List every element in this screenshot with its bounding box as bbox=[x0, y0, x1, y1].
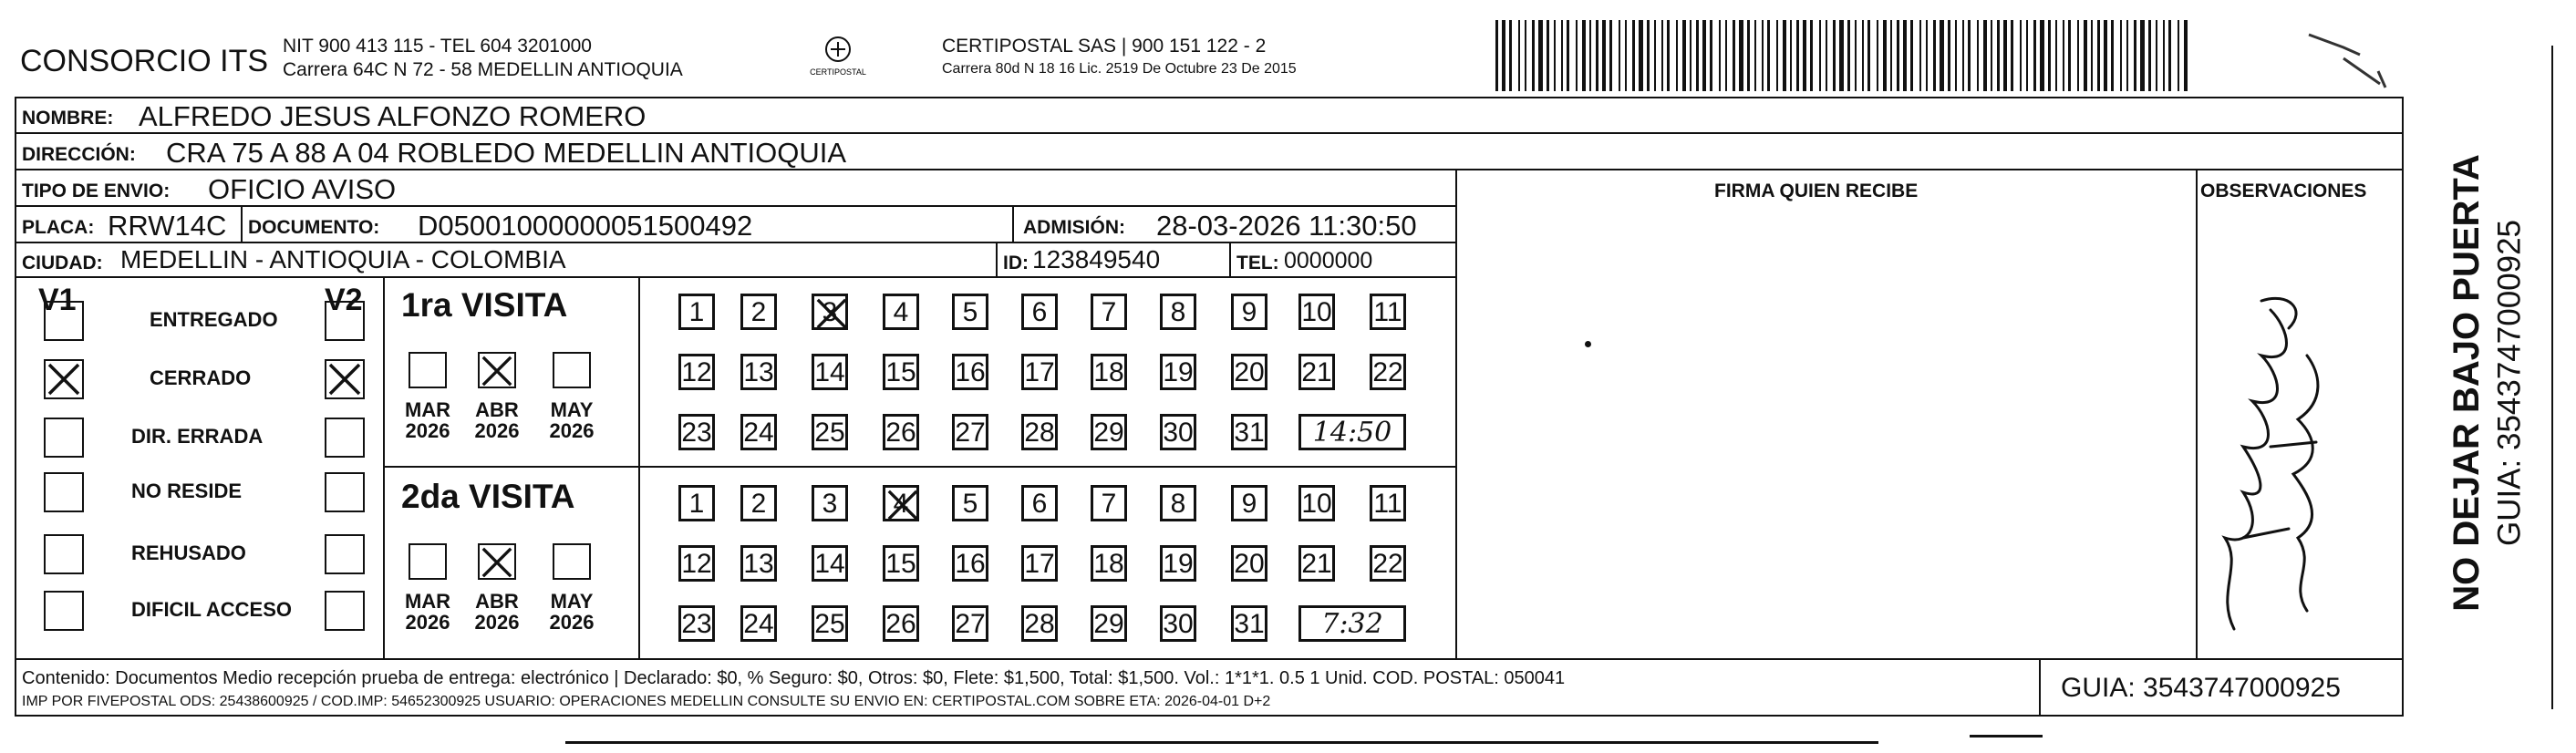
visit-2-day-4[interactable]: 4 bbox=[883, 485, 919, 521]
barcode-bar bbox=[1733, 20, 1735, 91]
v1-checkbox-5[interactable] bbox=[44, 591, 84, 631]
visit-1-day-25[interactable]: 25 bbox=[812, 414, 848, 450]
barcode-bar bbox=[2140, 20, 2145, 91]
operator-line: CERTIPOSTAL SAS | 900 151 122 - 2 bbox=[942, 36, 1267, 57]
barcode-bar bbox=[1919, 20, 1921, 91]
barcode-bar bbox=[1826, 20, 1827, 91]
barcode-bar bbox=[1940, 20, 1944, 91]
admission-value: 28-03-2026 11:30:50 bbox=[1156, 210, 1417, 242]
barcode-bar bbox=[1495, 20, 1498, 91]
visit-2-day-19[interactable]: 19 bbox=[1160, 545, 1196, 582]
barcode-bar bbox=[1767, 20, 1770, 91]
barcode-bar bbox=[1667, 20, 1670, 91]
barcode-bar bbox=[1997, 20, 2000, 91]
barcode-bar bbox=[1567, 20, 1569, 91]
visit-1-month-label-may: MAY 2026 bbox=[549, 398, 595, 443]
barcode-bar bbox=[1719, 20, 1721, 91]
address-label: DIRECCIÓN: bbox=[22, 144, 136, 165]
visit-2-day-29[interactable]: 29 bbox=[1091, 605, 1127, 642]
barcode-bar bbox=[1819, 20, 1821, 91]
barcode-bar bbox=[1948, 20, 1950, 91]
barcode-bar bbox=[1632, 20, 1635, 91]
visit-2-day-31[interactable]: 31 bbox=[1231, 605, 1267, 642]
city-label: CIUDAD: bbox=[22, 253, 103, 273]
visit-1-day-18[interactable]: 18 bbox=[1091, 354, 1127, 390]
content-line: Contenido: Documentos Medio recepción prueba de entrega: electrónico | Declarado: $0, % Seguro: $0, Otros: $0, Flete: $1,500, Total: $1,500. Vol.: 1*1*1. 0.5 1 Unid. COD. POSTAL: 050041 bbox=[22, 668, 1566, 688]
barcode-bar bbox=[1532, 20, 1535, 91]
visit-2-day-12[interactable]: 12 bbox=[678, 545, 715, 582]
visit-1-day-7[interactable]: 7 bbox=[1091, 294, 1127, 330]
barcode-bar bbox=[1589, 20, 1591, 91]
visit-2-day-25[interactable]: 25 bbox=[812, 605, 848, 642]
visit-2-month-label-may: MAY 2026 bbox=[549, 590, 595, 634]
barcode bbox=[1495, 20, 2193, 91]
barcode-bar bbox=[2134, 20, 2136, 91]
barcode-bar bbox=[2120, 20, 2122, 91]
barcode-bar bbox=[2003, 20, 2007, 91]
visit-1-day-1[interactable]: 1 bbox=[678, 294, 715, 330]
document-label: DOCUMENTO: bbox=[248, 217, 380, 238]
visit-2-day-13[interactable]: 13 bbox=[740, 545, 777, 582]
tel-label: TEL: bbox=[1236, 253, 1279, 273]
visit-2-day-11[interactable]: 11 bbox=[1370, 485, 1406, 521]
barcode-bar bbox=[2184, 20, 2188, 91]
visit-2-day-2[interactable]: 2 bbox=[740, 485, 777, 521]
visit-2-day-23[interactable]: 23 bbox=[678, 605, 715, 642]
v1-checkbox-1[interactable] bbox=[44, 359, 84, 399]
visit-2-day-6[interactable]: 6 bbox=[1021, 485, 1058, 521]
barcode-bar bbox=[1602, 20, 1606, 91]
barcode-bar bbox=[1890, 20, 1892, 91]
visit-1-day-23[interactable]: 23 bbox=[678, 414, 715, 450]
barcode-bar bbox=[2020, 20, 2022, 91]
visit-1-day-30[interactable]: 30 bbox=[1160, 414, 1196, 450]
visit-2-day-14[interactable]: 14 bbox=[812, 545, 848, 582]
visit-1-day-31[interactable]: 31 bbox=[1231, 414, 1267, 450]
visit-1-title: 1ra VISITA bbox=[401, 286, 568, 324]
visit-2-title: 2da VISITA bbox=[401, 478, 575, 515]
barcode-bar bbox=[2068, 20, 2071, 91]
barcode-bar bbox=[1647, 20, 1650, 91]
visit-1-day-10[interactable]: 10 bbox=[1298, 294, 1335, 330]
barcode-bar bbox=[1625, 20, 1627, 91]
visit-2-day-7[interactable]: 7 bbox=[1091, 485, 1127, 521]
side-warning: NO DEJAR BAJO PUERTA bbox=[2447, 154, 2487, 612]
barcode-bar bbox=[1596, 20, 1598, 91]
barcode-bar bbox=[2026, 20, 2028, 91]
barcode-bar bbox=[1867, 20, 1870, 91]
x-mark-icon bbox=[480, 545, 514, 580]
document-value: D05001000000051500492 bbox=[418, 210, 753, 242]
shipping-type: OFICIO AVISO bbox=[208, 173, 397, 205]
visit-1-day-24[interactable]: 24 bbox=[740, 414, 777, 450]
visit-1-day-14[interactable]: 14 bbox=[812, 354, 848, 390]
barcode-bar bbox=[1783, 20, 1786, 91]
v2-checkbox-1[interactable] bbox=[325, 359, 365, 399]
company-address: Carrera 64C N 72 - 58 MEDELLIN ANTIOQUIA bbox=[283, 59, 683, 80]
visit-2-day-28[interactable]: 28 bbox=[1021, 605, 1058, 642]
certipostal-logo bbox=[806, 33, 870, 82]
barcode-bar bbox=[1538, 20, 1543, 91]
shipping-type-label: TIPO DE ENVIO: bbox=[22, 181, 171, 201]
barcode-bar bbox=[1933, 20, 1936, 91]
barcode-bar bbox=[2156, 20, 2157, 91]
visit-2-day-22[interactable]: 22 bbox=[1370, 545, 1406, 582]
visit-2-month-label-mar: MAR 2026 bbox=[404, 590, 451, 634]
visit-1-day-8[interactable]: 8 bbox=[1160, 294, 1196, 330]
barcode-bar bbox=[1796, 20, 1799, 91]
barcode-bar bbox=[1702, 20, 1706, 91]
visit-1-day-20[interactable]: 20 bbox=[1231, 354, 1267, 390]
visit-1-day-29[interactable]: 29 bbox=[1091, 414, 1127, 450]
visit-1-day-6[interactable]: 6 bbox=[1021, 294, 1058, 330]
barcode-bar bbox=[1897, 20, 1899, 91]
tel-value: 0000000 bbox=[1284, 248, 1373, 273]
barcode-bar bbox=[1639, 20, 1643, 91]
logo-text: CERTIPOSTAL bbox=[810, 67, 866, 77]
visit-2-month-checkbox-abr[interactable] bbox=[478, 543, 516, 580]
side-guide: GUIA: 3543747000925 bbox=[2491, 219, 2528, 547]
barcode-bar bbox=[1747, 20, 1750, 91]
visit-1-day-26[interactable]: 26 bbox=[883, 414, 919, 450]
v2-checkbox-5[interactable] bbox=[325, 591, 365, 631]
visit-2-day-1[interactable]: 1 bbox=[678, 485, 715, 521]
city-value: MEDELLIN - ANTIOQUIA - COLOMBIA bbox=[120, 245, 566, 273]
barcode-bar bbox=[1582, 20, 1586, 91]
name-label: NOMBRE: bbox=[22, 108, 114, 129]
barcode-bar bbox=[1661, 20, 1663, 91]
visit-2-month-label-abr: ABR 2026 bbox=[474, 590, 520, 634]
visit-1-day-2[interactable]: 2 bbox=[740, 294, 777, 330]
barcode-bar bbox=[1862, 20, 1864, 91]
barcode-bar bbox=[1710, 20, 1712, 91]
barcode-bar bbox=[2097, 20, 2100, 91]
visit-1-month-checkbox-abr[interactable] bbox=[478, 352, 516, 388]
visit-1-day-13[interactable]: 13 bbox=[740, 354, 777, 390]
barcode-bar bbox=[1561, 20, 1563, 91]
barcode-bar bbox=[2055, 20, 2057, 91]
visit-2-day-3[interactable]: 3 bbox=[812, 485, 848, 521]
recipient-address: CRA 75 A 88 A 04 ROBLEDO MEDELLIN ANTIOQUIA bbox=[166, 137, 847, 169]
barcode-bar bbox=[1754, 20, 1756, 91]
barcode-bar bbox=[1725, 20, 1727, 91]
visit-2-day-10[interactable]: 10 bbox=[1298, 485, 1335, 521]
visit-2-day-30[interactable]: 30 bbox=[1160, 605, 1196, 642]
barcode-bar bbox=[1883, 20, 1887, 91]
visit-1-day-27[interactable]: 27 bbox=[952, 414, 988, 450]
barcode-bar bbox=[1877, 20, 1878, 91]
imp-line: IMP POR FIVEPOSTAL ODS: 25438600925 / COD.IMP: 54652300925 USUARIO: OPERACIONES MEDELLIN CONSULTE SU ENVIO EN: CERTIPOSTAL.COM SOBRE ETA: 2026-04-01 D+2 bbox=[22, 694, 1271, 709]
barcode-bar bbox=[1609, 20, 1612, 91]
v1-checkbox-2[interactable] bbox=[44, 418, 84, 458]
barcode-bar bbox=[2040, 20, 2044, 91]
barcode-bar bbox=[1682, 20, 1686, 91]
barcode-bar bbox=[1554, 20, 1556, 91]
visit-1-month-label-abr: ABR 2026 bbox=[474, 398, 520, 443]
visit-1-day-12[interactable]: 12 bbox=[678, 354, 715, 390]
visit-1-day-5[interactable]: 5 bbox=[952, 294, 988, 330]
visit-2-day-8[interactable]: 8 bbox=[1160, 485, 1196, 521]
barcode-bar bbox=[1833, 20, 1836, 91]
barcode-bar bbox=[1547, 20, 1549, 91]
status-label-4: REHUSADO bbox=[131, 542, 246, 564]
visit-1-day-4[interactable]: 4 bbox=[883, 294, 919, 330]
corner-mark bbox=[2307, 31, 2389, 97]
barcode-bar bbox=[1991, 20, 1992, 91]
barcode-bar bbox=[2104, 20, 2107, 91]
status-label-0: ENTREGADO bbox=[150, 308, 278, 331]
visit-2-day-9[interactable]: 9 bbox=[1231, 485, 1267, 521]
id-value: 123849540 bbox=[1032, 245, 1161, 273]
barcode-bar bbox=[1903, 20, 1907, 91]
barcode-bar bbox=[1983, 20, 1987, 91]
visit-1-month-checkbox-mar[interactable] bbox=[409, 352, 447, 388]
visit-1-day-22[interactable]: 22 bbox=[1370, 354, 1406, 390]
barcode-bar bbox=[1977, 20, 1979, 91]
visit-1-day-17[interactable]: 17 bbox=[1021, 354, 1058, 390]
visit-2-day-5[interactable]: 5 bbox=[952, 485, 988, 521]
v1-checkbox-3[interactable] bbox=[44, 472, 84, 512]
barcode-bar bbox=[1790, 20, 1792, 91]
x-mark-icon bbox=[326, 361, 363, 397]
barcode-bar bbox=[2084, 20, 2087, 91]
barcode-bar bbox=[2111, 20, 2114, 91]
barcode-bar bbox=[1776, 20, 1778, 91]
visit-2-day-27[interactable]: 27 bbox=[952, 605, 988, 642]
id-label: ID: bbox=[1003, 253, 1029, 273]
admission-label: ADMISIÓN: bbox=[1023, 217, 1125, 238]
v2-checkbox-3[interactable] bbox=[325, 472, 365, 512]
visit-2-day-21[interactable]: 21 bbox=[1298, 545, 1335, 582]
barcode-bar bbox=[1968, 20, 1971, 91]
barcode-bar bbox=[1619, 20, 1620, 91]
visit-1-day-16[interactable]: 16 bbox=[952, 354, 988, 390]
plate-label: PLACA: bbox=[22, 217, 95, 238]
barcode-bar bbox=[1762, 20, 1764, 91]
status-label-2: DIR. ERRADA bbox=[131, 425, 264, 448]
barcode-bar bbox=[2091, 20, 2093, 91]
status-label-1: CERRADO bbox=[150, 366, 252, 389]
footer-guide: GUIA: 3543747000925 bbox=[2061, 673, 2341, 703]
barcode-bar bbox=[2063, 20, 2064, 91]
barcode-bar bbox=[2011, 20, 2013, 91]
visit-2-day-16[interactable]: 16 bbox=[952, 545, 988, 582]
visit-1-day-15[interactable]: 15 bbox=[883, 354, 919, 390]
visit-2-month-checkbox-mar[interactable] bbox=[409, 543, 447, 580]
barcode-bar bbox=[1910, 20, 1913, 91]
visit-2-day-26[interactable]: 26 bbox=[883, 605, 919, 642]
status-label-3: NO RESIDE bbox=[131, 480, 243, 502]
barcode-bar bbox=[1676, 20, 1678, 91]
visit-2-day-24[interactable]: 24 bbox=[740, 605, 777, 642]
barcode-bar bbox=[1525, 20, 1526, 91]
v2-checkbox-2[interactable] bbox=[325, 418, 365, 458]
barcode-bar bbox=[1955, 20, 1957, 91]
barcode-bar bbox=[2163, 20, 2165, 91]
barcode-bar bbox=[1509, 20, 1512, 91]
barcode-bar bbox=[1654, 20, 1656, 91]
barcode-bar bbox=[1839, 20, 1844, 91]
barcode-bar bbox=[1810, 20, 1813, 91]
visit-1-day-21[interactable]: 21 bbox=[1298, 354, 1335, 390]
barcode-bar bbox=[1855, 20, 1857, 91]
recipient-name: ALFREDO JESUS ALFONZO ROMERO bbox=[139, 100, 647, 132]
barcode-bar bbox=[1847, 20, 1850, 91]
company-nit: NIT 900 413 115 - TEL 604 3201000 bbox=[283, 36, 592, 57]
barcode-bar bbox=[1576, 20, 1578, 91]
visit-1-month-checkbox-may[interactable] bbox=[553, 352, 591, 388]
v1-checkbox-0[interactable] bbox=[44, 301, 84, 341]
barcode-bar bbox=[2178, 20, 2179, 91]
barcode-bar bbox=[1926, 20, 1928, 91]
barcode-bar bbox=[2148, 20, 2151, 91]
visit-1-day-19[interactable]: 19 bbox=[1160, 354, 1196, 390]
right-frame-line bbox=[2551, 46, 2553, 709]
visit-2-day-15[interactable]: 15 bbox=[883, 545, 919, 582]
v2-checkbox-4[interactable] bbox=[325, 534, 365, 574]
visit-1-time[interactable]: 14:50 bbox=[1298, 414, 1406, 450]
visit-2-day-17[interactable]: 17 bbox=[1021, 545, 1058, 582]
bottom-line bbox=[565, 741, 1878, 744]
visit-2-time[interactable]: 7:32 bbox=[1298, 605, 1406, 642]
visit-1-day-9[interactable]: 9 bbox=[1231, 294, 1267, 330]
barcode-bar bbox=[1502, 20, 1505, 91]
v1-header: V1 bbox=[38, 283, 77, 317]
barcode-bar bbox=[1739, 20, 1743, 91]
visit-1-day-3[interactable]: 3 bbox=[812, 294, 848, 330]
visit-2-day-20[interactable]: 20 bbox=[1231, 545, 1267, 582]
barcode-bar bbox=[2048, 20, 2051, 91]
barcode-bar bbox=[2033, 20, 2036, 91]
signature-dot bbox=[1585, 341, 1591, 347]
signature-header: FIRMA QUIEN RECIBE bbox=[1714, 181, 1919, 201]
visit-1-month-label-mar: MAR 2026 bbox=[404, 398, 451, 443]
barcode-bar bbox=[1690, 20, 1691, 91]
status-label-5: DIFICIL ACCESO bbox=[131, 598, 293, 621]
barcode-bar bbox=[1518, 20, 1520, 91]
barcode-bar bbox=[2077, 20, 2079, 91]
x-mark-icon bbox=[885, 488, 920, 522]
barcode-bar bbox=[2168, 20, 2171, 91]
plate-value: RRW14C bbox=[108, 210, 227, 242]
license-line: Carrera 80d N 18 16 Lic. 2519 De Octubre 23 De 2015 bbox=[942, 61, 1297, 77]
barcode-bar bbox=[2126, 20, 2128, 91]
v1-checkbox-4[interactable] bbox=[44, 534, 84, 574]
visit-1-day-11[interactable]: 11 bbox=[1370, 294, 1406, 330]
x-mark-icon bbox=[480, 354, 514, 388]
v2-header: V2 bbox=[325, 283, 363, 317]
barcode-bar bbox=[1962, 20, 1964, 91]
company-name: CONSORCIO ITS bbox=[20, 44, 269, 78]
visit-2-month-checkbox-may[interactable] bbox=[553, 543, 591, 580]
v2-checkbox-0[interactable] bbox=[325, 301, 365, 341]
x-mark-icon bbox=[814, 296, 849, 331]
handwritten-observation bbox=[2207, 264, 2353, 647]
barcode-bar bbox=[1803, 20, 1806, 91]
visit-2-day-18[interactable]: 18 bbox=[1091, 545, 1127, 582]
barcode-bar bbox=[1696, 20, 1699, 91]
observations-header: OBSERVACIONES bbox=[2200, 181, 2367, 201]
x-mark-icon bbox=[46, 361, 82, 397]
visit-1-day-28[interactable]: 28 bbox=[1021, 414, 1058, 450]
bottom-line-short bbox=[1970, 735, 2043, 738]
